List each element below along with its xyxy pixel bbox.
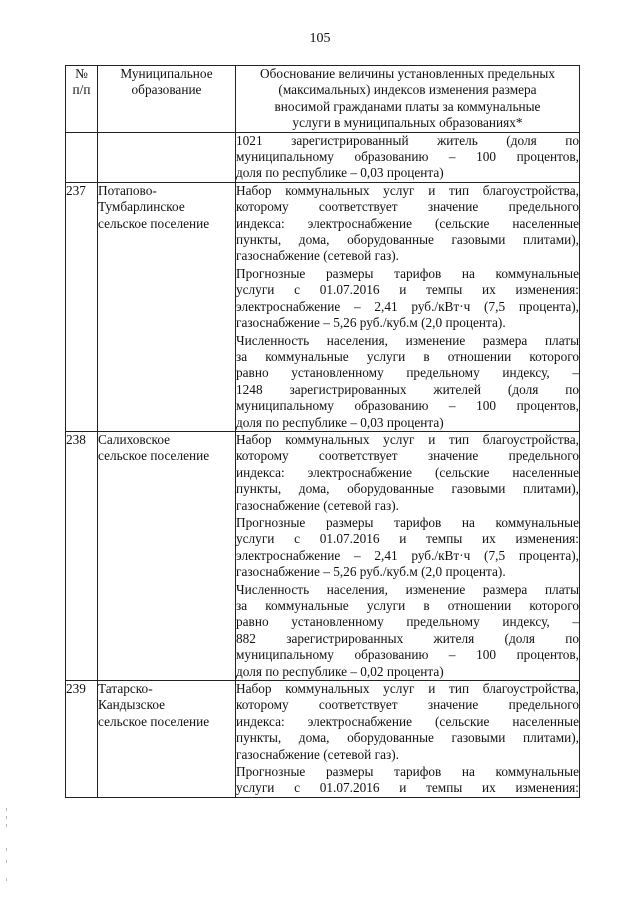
text-line: которому соответствует значение предельного — [236, 697, 579, 713]
text-line: за коммунальные услуги в отношении которого — [236, 348, 579, 364]
municipality-line: сельское поселение — [98, 215, 210, 231]
header-justification — [236, 66, 580, 133]
cell-justification — [236, 132, 580, 182]
text-line: муниципальному образованию – 100 процентов, — [236, 149, 579, 165]
tariff-index-table — [65, 65, 580, 798]
text-line: пункты, дома, оборудованные газовыми плитами), — [236, 730, 579, 746]
text-line: 882 зарегистрированных жителя (доля по — [236, 630, 579, 646]
paragraph — [236, 432, 579, 514]
text-line: электроснабжение – 2,41 руб./кВт·ч (7,5 процента), — [236, 298, 579, 314]
text-line: доля по республике – 0,02 процента) — [236, 663, 444, 679]
table-row — [66, 431, 580, 680]
text-line: доля по республике – 0,03 процента) — [236, 414, 444, 430]
header-line: услуги в муниципальных образованиях* — [292, 115, 523, 131]
header-line: п/п — [72, 82, 91, 98]
text-line: пункты, дома, оборудованные газовыми плитами), — [236, 481, 579, 497]
cell-number — [66, 132, 98, 182]
paragraph — [236, 266, 579, 332]
binding-marks — [3, 808, 11, 888]
header-line: № — [75, 66, 88, 81]
text-line: пункты, дома, оборудованные газовыми плитами), — [236, 232, 579, 248]
text-line: муниципальному образованию – 100 процентов, — [236, 398, 579, 414]
text-line: Набор коммунальных услуг и тип благоустройства, — [236, 431, 579, 447]
header-line: Обоснование величины установленных предельных — [259, 66, 556, 81]
text-line: равно установленному предельному индексу, – — [236, 365, 579, 381]
text-line: газоснабжение (сетевой газ). — [236, 497, 399, 513]
paragraph — [236, 764, 579, 797]
paragraph — [236, 515, 579, 581]
text-line: услуги с 01.07.2016 и темпы их изменения: — [236, 531, 579, 547]
cell-number: 237 — [66, 182, 98, 431]
municipality-line: Тумбарлинское — [98, 199, 185, 215]
text-line: Набор коммунальных услуг и тип благоустройства, — [236, 681, 579, 697]
text-line: муниципальному образованию – 100 процентов, — [236, 647, 579, 663]
text-line: газоснабжение – 5,26 руб./куб.м (2,0 процента). — [236, 564, 506, 580]
table-row — [66, 681, 580, 798]
paragraph — [236, 681, 579, 763]
header-line: вносимой гражданами платы за коммунальные — [274, 98, 541, 114]
text-line: Прогнозные размеры тарифов на коммунальные — [236, 514, 579, 530]
text-line: 1021 зарегистрированный житель (доля по — [236, 132, 579, 148]
cell-municipality — [98, 132, 236, 182]
cell-justification — [236, 182, 580, 431]
text-line: которому соответствует значение предельного — [236, 199, 579, 215]
header-line: (максимальных) индексов изменения размера — [278, 82, 537, 98]
text-line: Набор коммунальных услуг и тип благоустройства, — [236, 182, 579, 198]
text-line: индекса: электроснабжение (сельские населенные — [236, 215, 579, 231]
text-line: электроснабжение – 2,41 руб./кВт·ч (7,5 процента), — [236, 547, 579, 563]
cell-municipality — [98, 182, 236, 431]
table-header-row — [66, 66, 580, 133]
text-line: газоснабжение (сетевой газ). — [236, 746, 399, 762]
page-number: 105 — [309, 31, 331, 46]
text-line: 1248 зарегистрированных жителей (доля по — [236, 381, 579, 397]
paragraph — [236, 133, 579, 182]
cell-justification — [236, 431, 580, 680]
text-line: газоснабжение – 5,26 руб./куб.м (2,0 процента). — [236, 315, 506, 331]
text-line: доля по республике – 0,03 процента) — [236, 165, 444, 181]
cell-municipality — [98, 681, 236, 798]
cell-number: 238 — [66, 431, 98, 680]
header-line: образование — [131, 82, 202, 98]
municipality-line: Потапово- — [98, 182, 157, 198]
municipality-line: Салиховское — [98, 431, 171, 447]
text-line: Численность населения, изменение размера платы — [236, 581, 579, 597]
table-row-continuation — [66, 132, 580, 182]
header-line: Муниципальное — [120, 66, 213, 81]
paragraph — [236, 183, 579, 265]
cell-number: 239 — [66, 681, 98, 798]
text-line: услуги с 01.07.2016 и темпы их изменения: — [236, 282, 579, 298]
text-line: газоснабжение (сетевой газ). — [236, 248, 399, 264]
cell-justification — [236, 681, 580, 798]
paragraph — [236, 333, 579, 431]
text-line: Численность населения, изменение размера платы — [236, 332, 579, 348]
text-line: Прогнозные размеры тарифов на коммунальные — [236, 265, 579, 281]
municipality-line: сельское поселение — [98, 713, 210, 729]
text-line: Прогнозные размеры тарифов на коммунальные — [236, 764, 579, 780]
text-line: индекса: электроснабжение (сельские населенные — [236, 464, 579, 480]
header-number — [66, 66, 98, 133]
text-line: равно установленному предельному индексу, – — [236, 614, 579, 630]
header-municipality — [98, 66, 236, 133]
text-line: услуги с 01.07.2016 и темпы их изменения: — [236, 780, 579, 796]
municipality-line: сельское поселение — [98, 448, 210, 464]
municipality-line: Кандызское — [98, 697, 166, 713]
paragraph — [236, 582, 579, 680]
cell-municipality — [98, 431, 236, 680]
table-row — [66, 182, 580, 431]
text-line: которому соответствует значение предельного — [236, 448, 579, 464]
municipality-line: Татарско- — [98, 681, 153, 697]
text-line: индекса: электроснабжение (сельские населенные — [236, 713, 579, 729]
text-line: за коммунальные услуги в отношении которого — [236, 598, 579, 613]
